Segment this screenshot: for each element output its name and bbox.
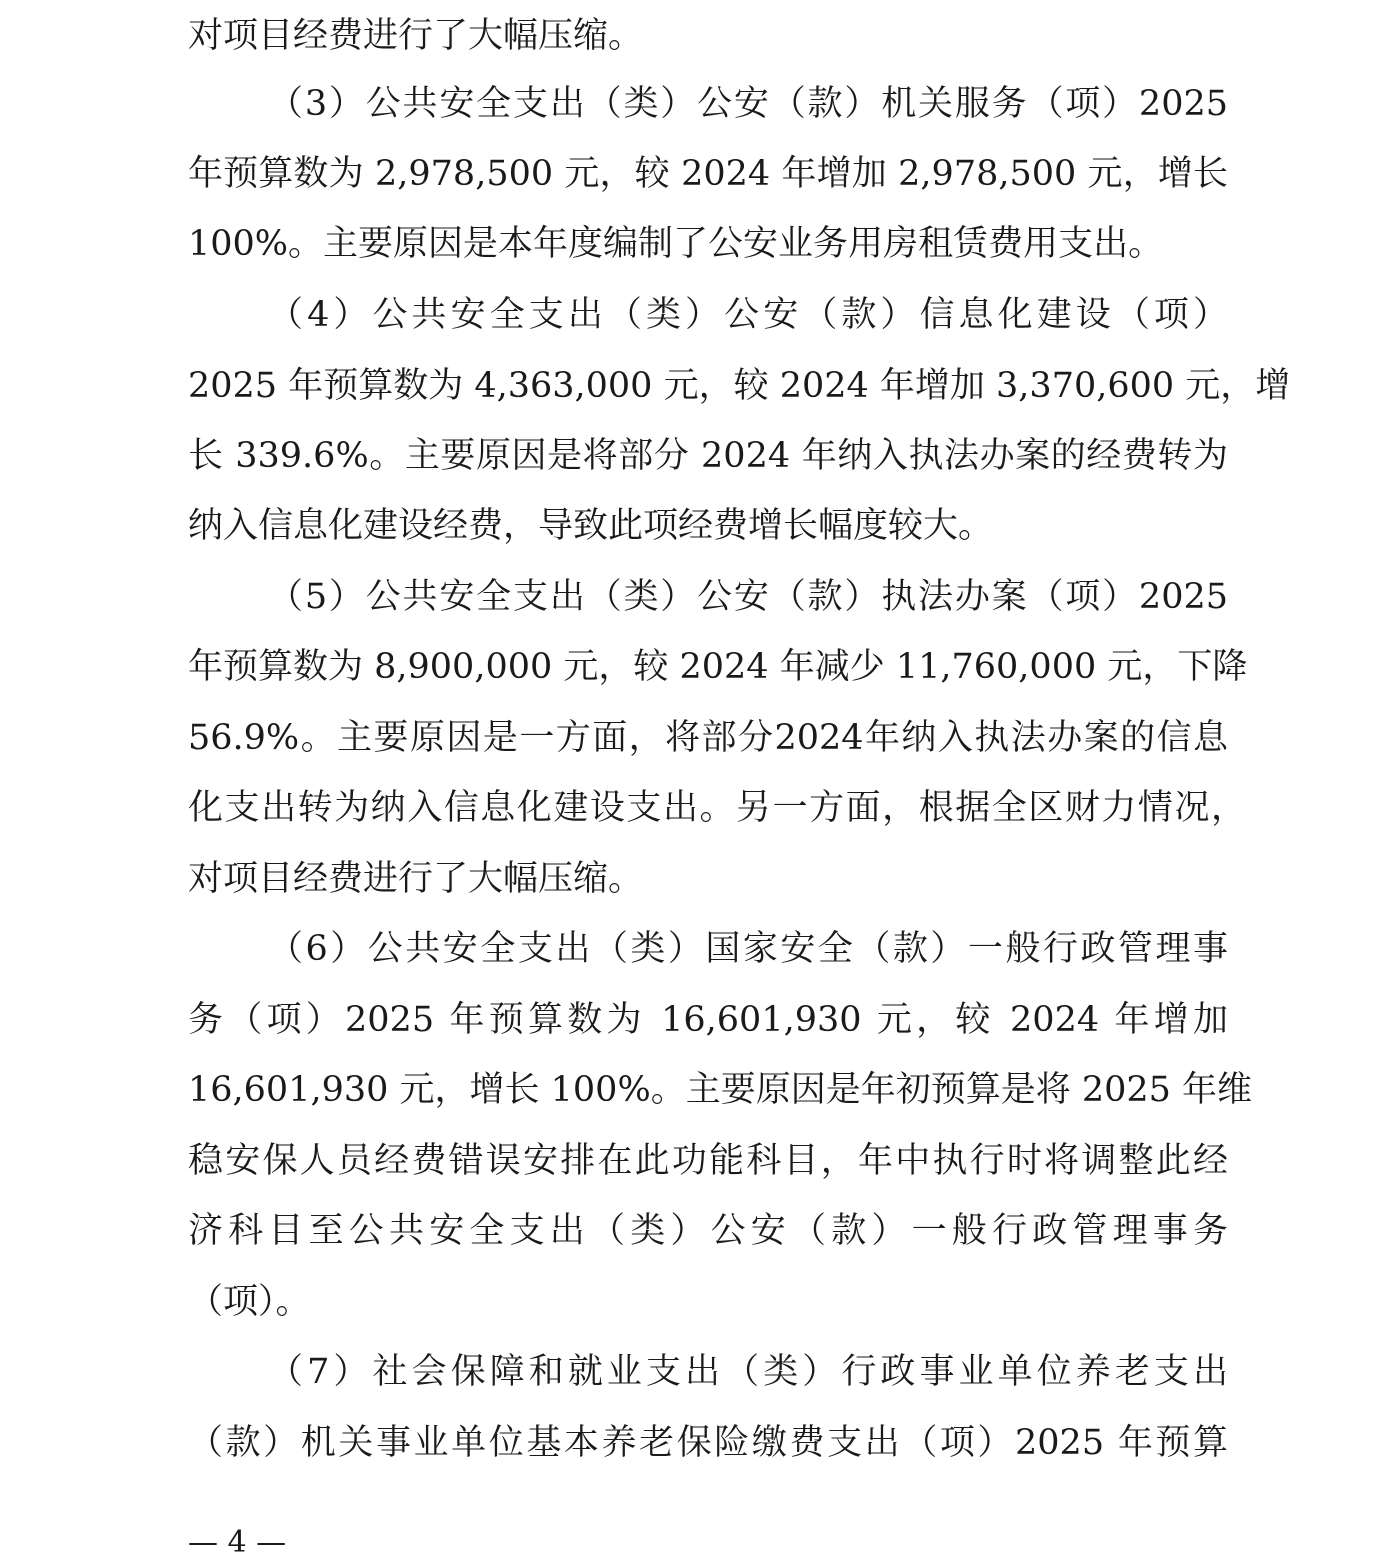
page-number: — 4 — (188, 1525, 287, 1560)
paragraph-line: 年预算数为 2,978,500 元，较 2024 年增加 2,978,500 元，增长 (188, 154, 1228, 194)
paragraph-line: 长 339.6%。主要原因是将部分 2024 年纳入执法办案的经费转为 (188, 436, 1228, 476)
paragraph-line: 济科目至公共安全支出（类）公安（款）一般行政管理事务 (188, 1211, 1228, 1251)
paragraph-line: （6）公共安全支出（类）国家安全（款）一般行政管理事 (268, 929, 1228, 969)
paragraph-line: （款）机关事业单位基本养老保险缴费支出（项）2025 年预算 (188, 1423, 1228, 1463)
paragraph-line: 稳安保人员经费错误安排在此功能科目，年中执行时将调整此经 (188, 1141, 1228, 1181)
paragraph-line: （4）公共安全支出（类）公安（款）信息化建设（项） (268, 295, 1228, 335)
paragraph-line: 对项目经费进行了大幅压缩。 (188, 859, 644, 899)
paragraph-line: 16,601,930 元，增长 100%。主要原因是年初预算是将 2025 年维 (188, 1070, 1253, 1110)
paragraph-line: 2025 年预算数为 4,363,000 元，较 2024 年增加 3,370,600 元，增 (188, 366, 1291, 406)
paragraph-line: 化支出转为纳入信息化建设支出。另一方面，根据全区财力情况， (188, 788, 1246, 828)
paragraph-line: 56.9%。主要原因是一方面，将部分2024年纳入执法办案的信息 (188, 718, 1228, 758)
paragraph-line: （7）社会保障和就业支出（类）行政事业单位养老支出 (268, 1352, 1228, 1392)
paragraph-line: 年预算数为 8,900,000 元，较 2024 年减少 11,760,000 元，下降 (188, 647, 1248, 687)
paragraph-line: 务（项）2025 年预算数为 16,601,930 元，较 2024 年增加 (188, 1000, 1228, 1040)
paragraph-line: （5）公共安全支出（类）公安（款）执法办案（项）2025 (268, 577, 1228, 617)
paragraph-line: 对项目经费进行了大幅压缩。 (188, 16, 644, 56)
paragraph-line: 100%。主要原因是本年度编制了公安业务用房租赁费用支出。 (188, 224, 1164, 264)
paragraph-line: 纳入信息化建设经费，导致此项经费增长幅度较大。 (188, 506, 994, 546)
paragraph-line: （项）。 (188, 1282, 311, 1322)
paragraph-line: （3）公共安全支出（类）公安（款）机关服务（项）2025 (268, 84, 1228, 124)
